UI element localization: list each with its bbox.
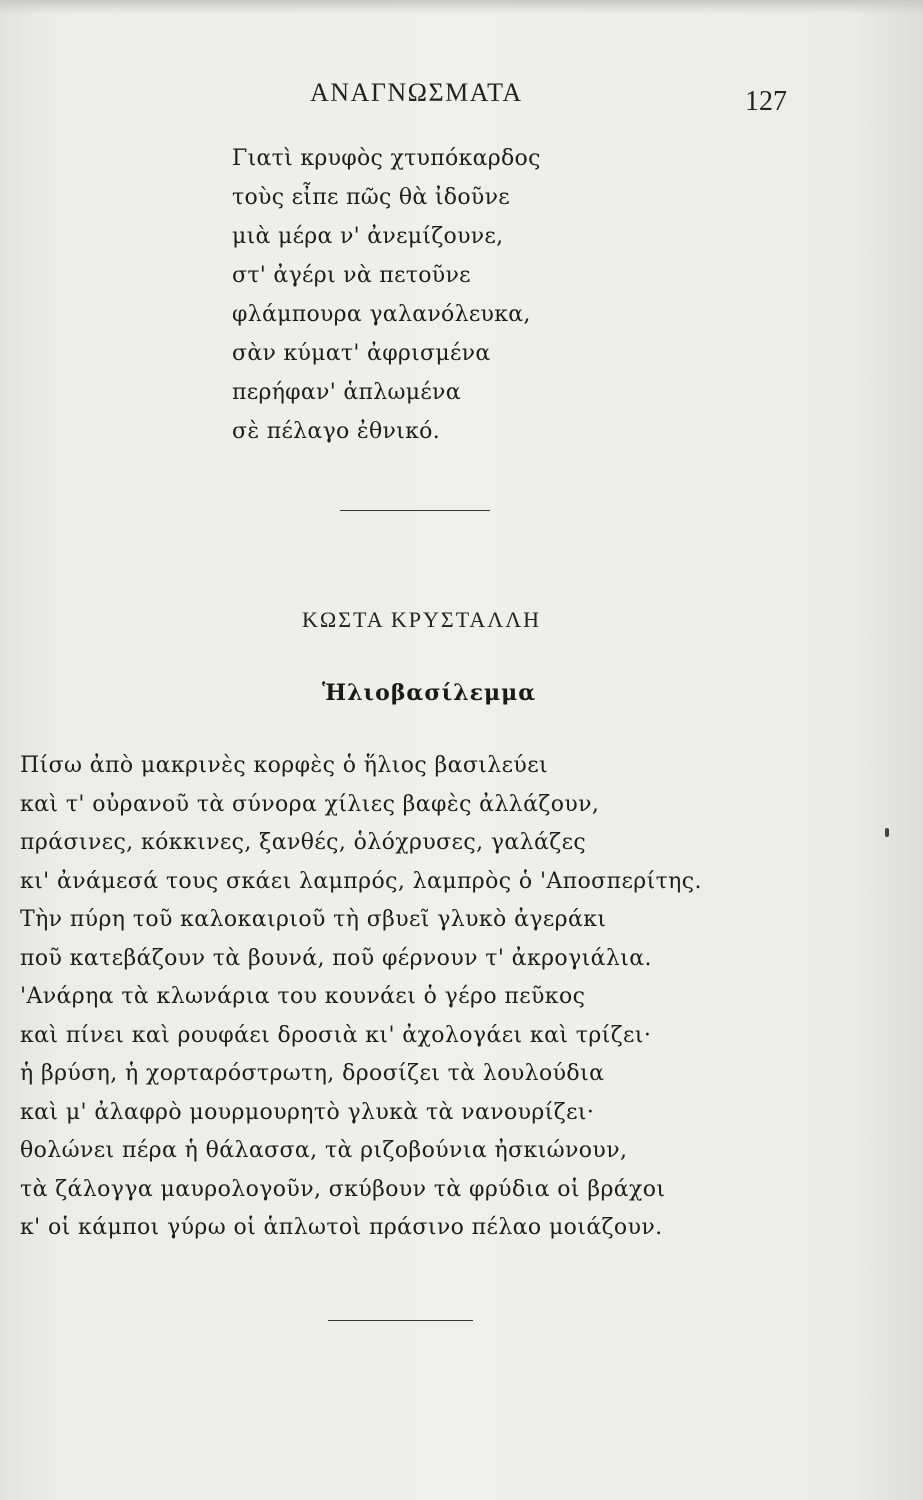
poem-line: ποῦ κατεβάζουν τὰ βουνά, ποῦ φέρνουν τ' ἀκρογιάλια. (20, 945, 652, 971)
page-number: 127 (745, 86, 787, 117)
poem-line: κι' ἀνάμεσά τους σκάει λαμπρός, λαμπρὸς ὁ 'Αποσπερίτης. (20, 868, 702, 894)
ink-speck (885, 828, 889, 837)
poem-line: περήφαν' ἁπλωμένα (232, 380, 461, 405)
poem-line: 'Ανάρηα τὰ κλωνάρια του κουνάει ὁ γέρο πεῦκος (20, 984, 586, 1009)
poem-body (20, 747, 702, 1248)
poem-line: τὰ ζάλογγα μαυρολογοῦν, σκύβουν τὰ φρύδια οἱ βράχοι (20, 1176, 666, 1202)
poem-line: σὰν κύματ' ἀφρισμένα (232, 341, 491, 366)
section-divider (328, 1320, 473, 1321)
author-name: ΚΩΣΤΑ ΚΡΥΣΤΑΛΛΗ (302, 607, 542, 632)
poem-line: θολώνει πέρα ἡ θάλασσα, τὰ ριζοβούνια ἠσκιώνουν, (20, 1138, 628, 1163)
poem-title: Ἡλιοβασίλεμμα (322, 680, 537, 706)
poem-line: μιὰ μέρα ν' ἀνεμίζουνε, (232, 224, 504, 249)
poem-line: στ' ἀγέρι νὰ πετοῦνε (232, 263, 471, 288)
poem-line: φλάμπουρα γαλανόλευκα, (232, 302, 531, 327)
continued-poem-stanza (232, 139, 541, 451)
poem-line: καὶ τ' οὐρανοῦ τὰ σύνορα χίλιες βαφὲς ἀλλάζουν, (20, 791, 600, 817)
page-top-edge-shadow (0, 0, 923, 14)
poem-line: καὶ πίνει καὶ ρουφάει δροσιὰ κι' ἀχολογάει καὶ τρίζει· (20, 1022, 652, 1048)
running-head: ΑΝΑΓΝΩΣΜΑΤΑ (310, 78, 523, 107)
poem-line: ἡ βρύση, ἡ χορταρόστρωτη, δροσίζει τὰ λουλούδια (20, 1061, 605, 1086)
poem-line: κ' οἱ κάμποι γύρω οἱ ἁπλωτοὶ πράσινο πέλαο μοιάζουν. (20, 1215, 663, 1240)
poem-line: Τὴν πύρη τοῦ καλοκαιριοῦ τὴ σβυεῖ γλυκὸ ἀγεράκι (20, 907, 607, 932)
poem-line: Πίσω ἀπὸ μακρινὲς κορφὲς ὁ ἥλιος βασιλεύει (20, 753, 549, 778)
poem-line: καὶ μ' ἀλαφρὸ μουρμουρητὸ γλυκὰ τὰ νανουρίζει· (20, 1099, 595, 1125)
poem-line: τοὺς εἶπε πῶς θὰ ἰδοῦνε (232, 185, 510, 210)
poem-line: πράσινες, κόκκινες, ξανθές, ὁλόχρυσες, γαλάζες (20, 830, 587, 855)
section-divider (340, 510, 490, 511)
poem-line: Γιατὶ κρυφὸς χτυπόκαρδος (232, 146, 541, 171)
poem-line: σὲ πέλαγο ἐθνικό. (232, 419, 440, 444)
